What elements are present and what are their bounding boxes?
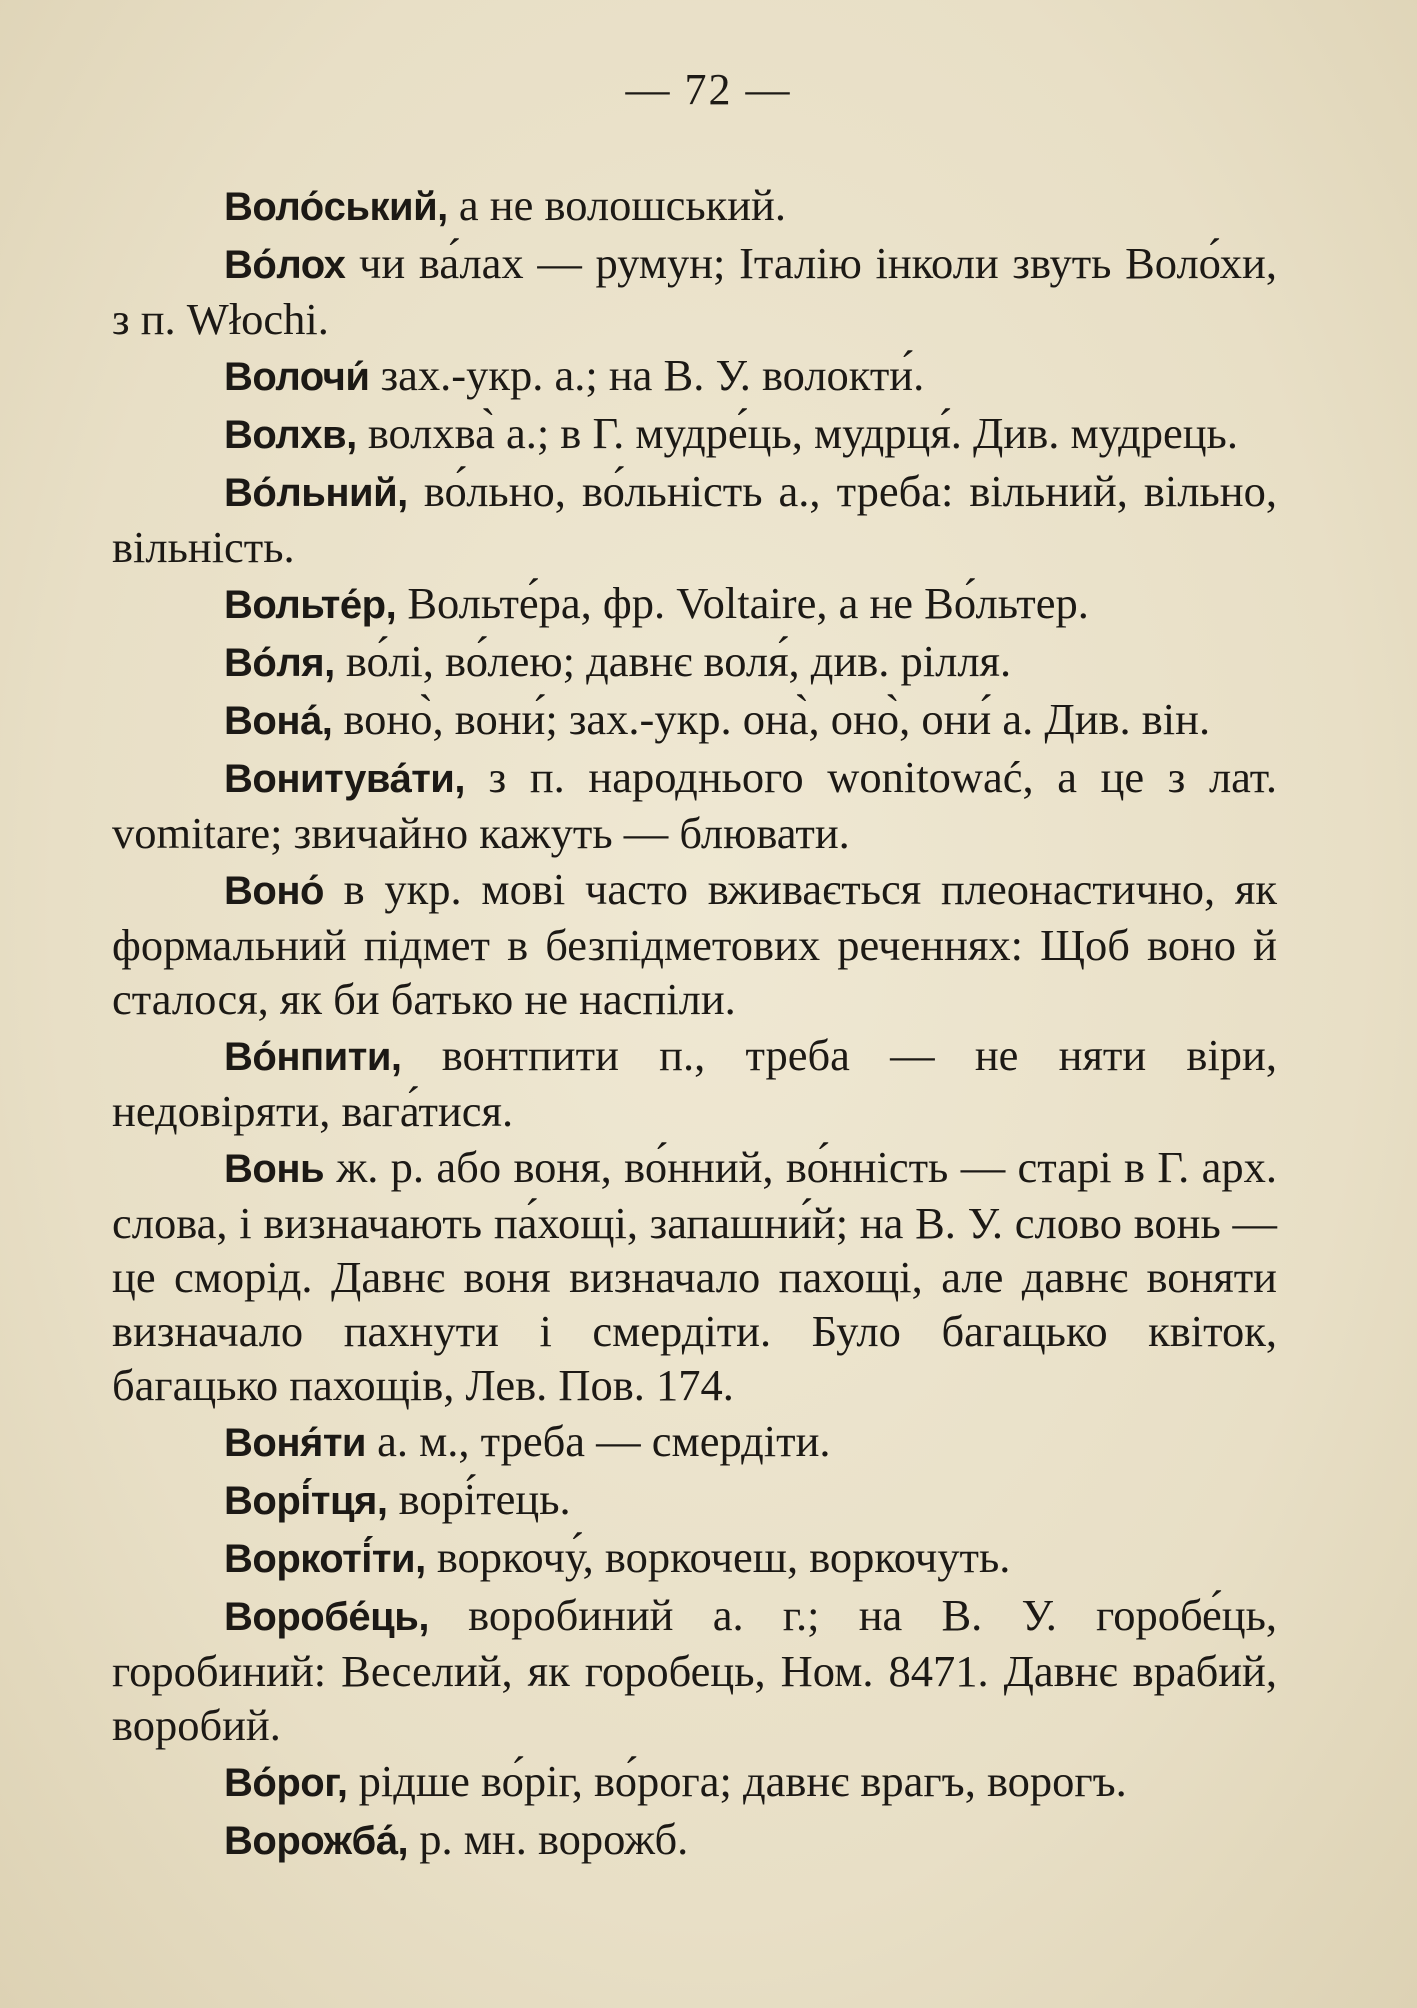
headword: Во́ля,: [224, 641, 335, 685]
page-number: — 72 —: [625, 65, 792, 114]
entry-text: в укр. мові часто вживається плеонастично, як формальний підмет в безпідметових реченнях: Щоб воно й сталося, як би батько не наспіли.: [112, 864, 1277, 1024]
headword: Вонитува́ти,: [224, 757, 466, 801]
headword: Во́лох: [224, 243, 346, 287]
headword: Вонь: [224, 1147, 325, 1191]
entry: [112, 750, 1277, 862]
entry-text: чи ва́лах — румун; Італію інколи звуть Воло́хи, з п. Włochi.: [112, 238, 1277, 344]
headword: Воркоті́ти,: [224, 1537, 426, 1581]
entry-text: воно̀, вони́; зах.-укр. она̀, оно̀, они́ а. Див. він.: [332, 694, 1211, 744]
entry: [112, 862, 1277, 1028]
headword: Во́нпити,: [224, 1035, 402, 1079]
entry: [112, 1472, 1277, 1530]
entry: [112, 692, 1277, 750]
entry: [112, 1754, 1277, 1812]
entry-text: ворі́тець.: [387, 1474, 571, 1524]
entry: [112, 634, 1277, 692]
headword: Ворожба́,: [224, 1819, 409, 1863]
entry-text: р. мн. ворожб.: [408, 1814, 689, 1864]
entry: [112, 576, 1277, 634]
entry: [112, 1812, 1277, 1870]
entry-text: рідше во́ріг, во́рога; давнє врагъ, ворогъ.: [347, 1756, 1127, 1806]
entry: [112, 1414, 1277, 1472]
headword: Воня́ти: [224, 1421, 366, 1465]
headword: Вона́,: [224, 699, 333, 743]
entry: [112, 236, 1277, 348]
entry-text: вонтпити п., треба — не няти віри, недовіряти, вага́тися.: [112, 1030, 1277, 1136]
headword: Во́рог,: [224, 1761, 348, 1805]
headword: Вольте́р,: [224, 583, 397, 627]
entry: [112, 1588, 1277, 1754]
headword: Ворі́тця,: [224, 1479, 388, 1523]
headword: Волочи́: [224, 355, 370, 399]
entry-text: во́льно, во́льність а., треба: вільний, вільно, вільність.: [112, 466, 1277, 572]
entry-text: ж. р. або воня, во́нний, во́нність — старі в Г. арх. слова, і визначають па́хощі, запашни́й; на В. У. слово вонь — це сморід. Давнє воня визначало пахощі, але давнє воняти визначало пахнути і смердіти. Було багацько квіток, багацько пахощів, Лев. Пов. 174.: [112, 1142, 1277, 1410]
entry-text: з п. народнього wonitować, а це з лат. vomitare; звичайно кажуть — блювати.: [112, 752, 1277, 858]
entry-text: а не волошський.: [447, 180, 787, 230]
entry: [112, 406, 1277, 464]
entry-text: во́лі, во́лею; давнє воля́, див. рілля.: [334, 636, 1012, 686]
entry-text: а. м., треба — смердіти.: [366, 1416, 831, 1466]
entry: [112, 1028, 1277, 1140]
entry-text: Вольте́ра, фр. Voltaire, а не Во́льтер.: [396, 578, 1089, 628]
headword: Воло́ський,: [224, 185, 448, 229]
entry: [112, 178, 1277, 236]
entry: [112, 464, 1277, 576]
headword: Воробе́ць,: [224, 1595, 429, 1639]
entry: [112, 1140, 1277, 1414]
entry-text: воробиний а. г.; на В. У. горобе́ць, горобиний: Веселий, як горобець, Ном. 8471. Давнє врабий, воробий.: [112, 1590, 1277, 1750]
entry-text: зах.-укр. а.; на В. У. волокти́.: [369, 350, 925, 400]
dictionary-entries: [112, 178, 1277, 1870]
entry-text: волхва̀ а.; в Г. мудре́ць, мудрця́. Див. мудрець.: [356, 408, 1238, 458]
headword: Во́льний,: [224, 471, 408, 515]
entry: [112, 348, 1277, 406]
headword: Волхв,: [224, 413, 357, 457]
entry-text: воркочу́, воркочеш, воркочуть.: [425, 1532, 1011, 1582]
entry: [112, 1530, 1277, 1588]
headword: Воно́: [224, 869, 324, 913]
